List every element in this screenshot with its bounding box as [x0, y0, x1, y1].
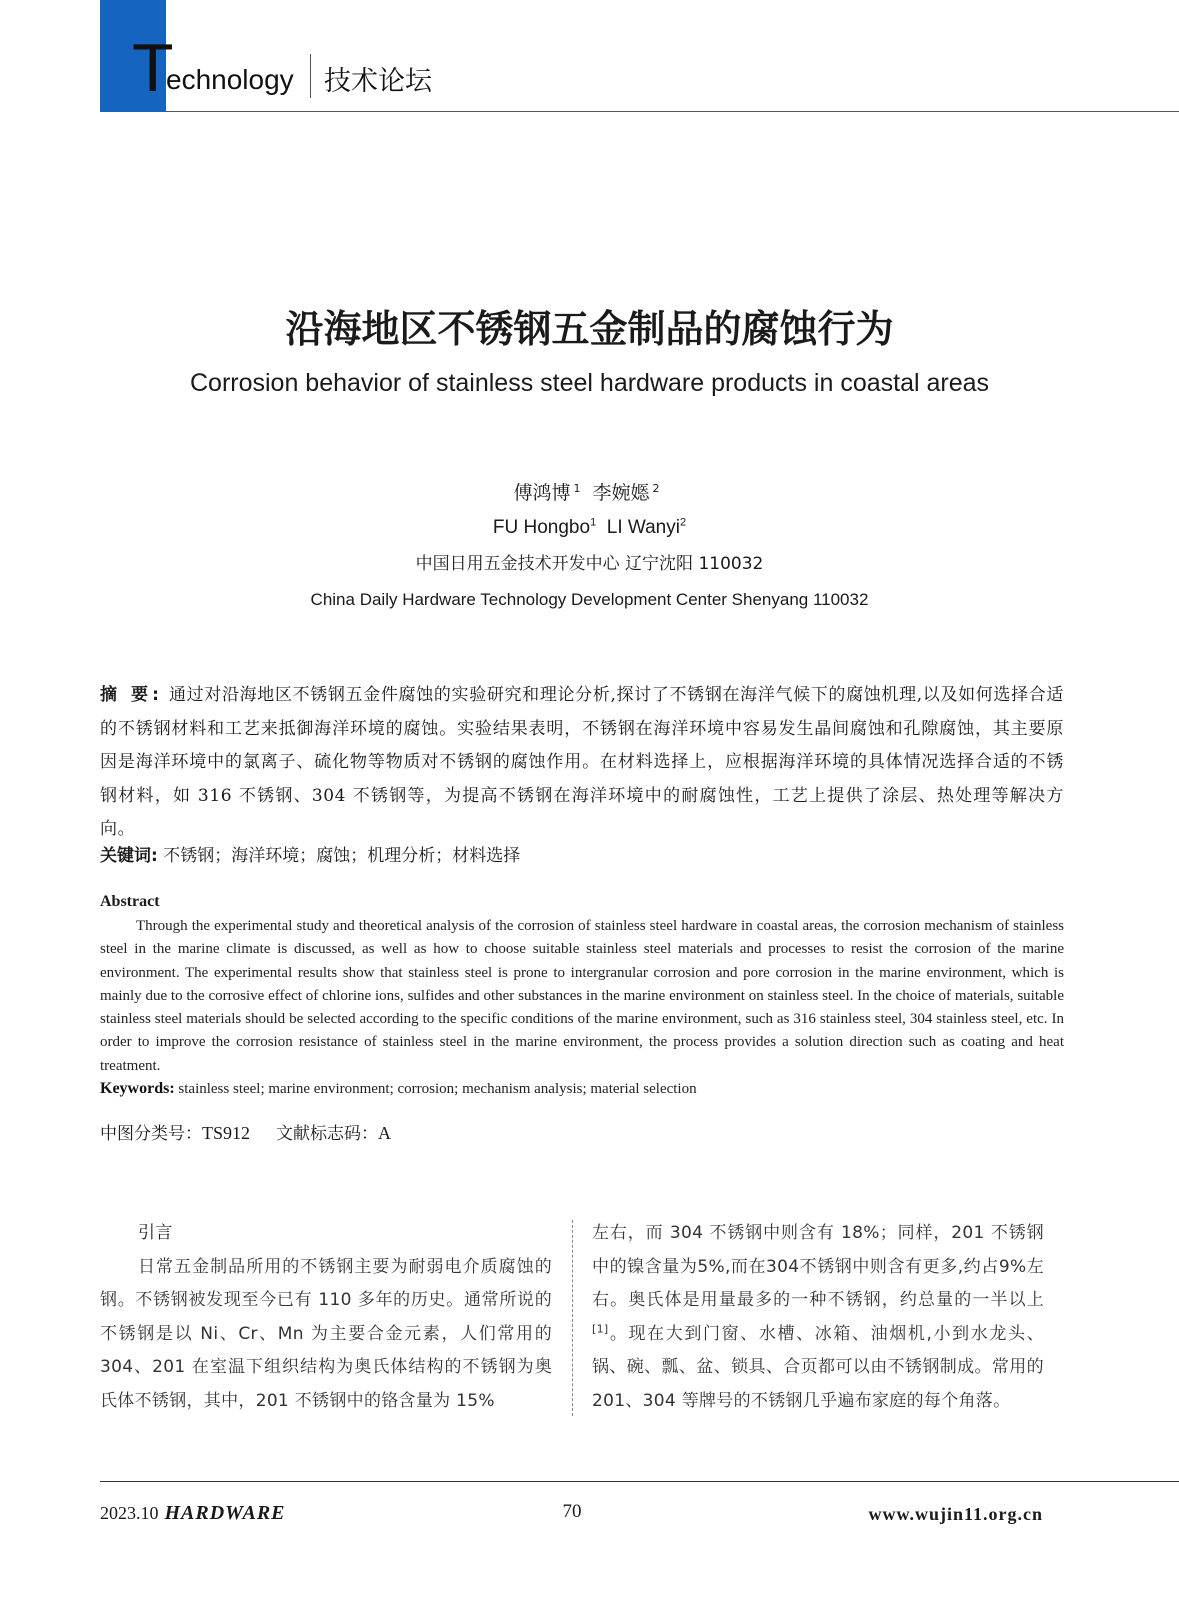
- section-name-cn: 技术论坛: [324, 66, 432, 97]
- abstract-en-heading: Abstract: [100, 893, 160, 910]
- journal-brand: HARDWARE: [164, 1502, 286, 1524]
- body-paragraph: 日常五金制品所用的不锈钢主要为耐弱电介质腐蚀的钢。不锈钢被发现至今已有 110 多年的历史。通常所说的不锈钢是以 Ni、Cr、Mn 为主要合金元素，人们常用的 304、201 在室温下组织结构为奥氏体结构的不锈钢为奥氏体不锈钢，其中，201 不锈钢中的铬含量为 15%: [100, 1256, 552, 1411]
- author-name: FU Hongbo: [492, 517, 591, 538]
- body-text: 左右，而 304 不锈钢中则含有 18%；同样，201 不锈钢中的镍含量为5%,而在304不锈钢中则含有更多,约占9%左右。奥氏体是用量最多的一种不锈钢，约总量的一半以上: [592, 1223, 1044, 1310]
- authors-en: [0, 516, 1179, 540]
- keywords-en-label: Keywords:: [100, 1080, 175, 1097]
- section-name: echnology: [166, 64, 294, 95]
- affiliation-cn: 中国日用五金技术开发中心 辽宁沈阳 110032: [415, 554, 764, 574]
- clc-label: 中图分类号：: [100, 1124, 202, 1144]
- abstract-cn: [100, 679, 1064, 847]
- author-name: LI Wanyi: [606, 517, 680, 538]
- header-separator: [310, 54, 311, 98]
- section-heading-intro: 引言: [138, 1223, 173, 1243]
- paper-title-en: Corrosion behavior of stainless steel hardware products in coastal areas: [189, 369, 990, 397]
- doc-code-value: A: [378, 1123, 392, 1143]
- keywords-cn: [100, 843, 1064, 869]
- column-divider: [572, 1220, 573, 1416]
- body-column-right: [592, 1217, 1044, 1418]
- paper-title-cn: 沿海地区不锈钢五金制品的腐蚀行为: [285, 307, 894, 351]
- authors-cn: [0, 481, 1179, 505]
- journal-url[interactable]: www.wujin11.org.cn: [868, 1504, 1043, 1524]
- affiliation-en: China Daily Hardware Technology Development Center Shenyang 110032: [310, 590, 869, 609]
- author-name: 傅鸿博: [513, 482, 571, 504]
- body-paragraph-continued: [592, 1217, 1044, 1418]
- author-affil-mark: 1: [573, 481, 581, 495]
- issue-date: 2023.10: [100, 1503, 159, 1523]
- author-name: 李婉嫕: [592, 482, 650, 504]
- author-affil-mark: 1: [590, 516, 597, 529]
- abstract-en-text: Through the experimental study and theoretical analysis of the corrosion of stainless steel hardware in coastal areas, the corrosion mechanism of stainless steel in the marine climate is discussed, as well as how to choose suitable stainless steel materials and processes to resist the corrosion of the marine environment. The experimental results show that stainless steel is prone to intergranular corrosion and pore corrosion in the marine environment, which is mainly due to the corrosive effect of chlorine ions, sulfides and other substances in the marine environment on stainless steel. In the choice of materials, suitable stainless steel materials should be selected according to the specific conditions of the marine environment, such as 316 stainless steel, 304 stainless steel, etc. In order to improve the corrosion resistance of stainless steel in the marine environment, the process provides a solution direction such as coating and heat treatment.: [100, 918, 1064, 1074]
- keywords-cn-text: 不锈钢；海洋环境；腐蚀；机理分析；材料选择: [163, 846, 521, 866]
- doc-code-label: 文献标志码：: [276, 1124, 379, 1144]
- abstract-cn-label: 摘 要:: [100, 685, 163, 705]
- keywords-en-text: stainless steel; marine environment; corrosion; mechanism analysis; material selection: [178, 1081, 697, 1097]
- keywords-cn-label: 关键词:: [100, 846, 158, 866]
- body-column-left: [100, 1217, 552, 1418]
- section-initial: T: [132, 30, 174, 106]
- author-affil-mark: 2: [679, 516, 687, 529]
- citation-ref[interactable]: [1]: [592, 1321, 609, 1335]
- body-text: 。现在大到门窗、水槽、冰箱、油烟机,小到水龙头、锅、碗、瓢、盆、锁具、合页都可以由不锈钢制成。常用的 201、304 等牌号的不锈钢几乎遍布家庭的每个角落。: [592, 1323, 1044, 1411]
- page-number: 70: [562, 1501, 582, 1522]
- classification-line: [100, 1122, 391, 1145]
- header-rule: [166, 111, 1179, 112]
- clc-value: TS912: [202, 1123, 251, 1143]
- keywords-en: [100, 1079, 1064, 1099]
- footer-rule: [100, 1481, 1179, 1482]
- footer-issue: [100, 1502, 286, 1524]
- author-affil-mark: 2: [652, 481, 660, 495]
- abstract-cn-text: 通过对沿海地区不锈钢五金件腐蚀的实验研究和理论分析,探讨了不锈钢在海洋气候下的腐蚀机理,以及如何选择合适的不锈钢材料和工艺来抵御海洋环境的腐蚀。实验结果表明，不锈钢在海洋环境中容易发生晶间腐蚀和孔隙腐蚀，其主要原因是海洋环境中的氯离子、硫化物等物质对不锈钢的腐蚀作用。在材料选择上，应根据海洋环境的具体情况选择合适的不锈钢材料，如 316 不锈钢、304 不锈钢等，为提高不锈钢在海洋环境中的耐腐蚀性，工艺上提供了涂层、热处理等解决方向。: [100, 685, 1065, 839]
